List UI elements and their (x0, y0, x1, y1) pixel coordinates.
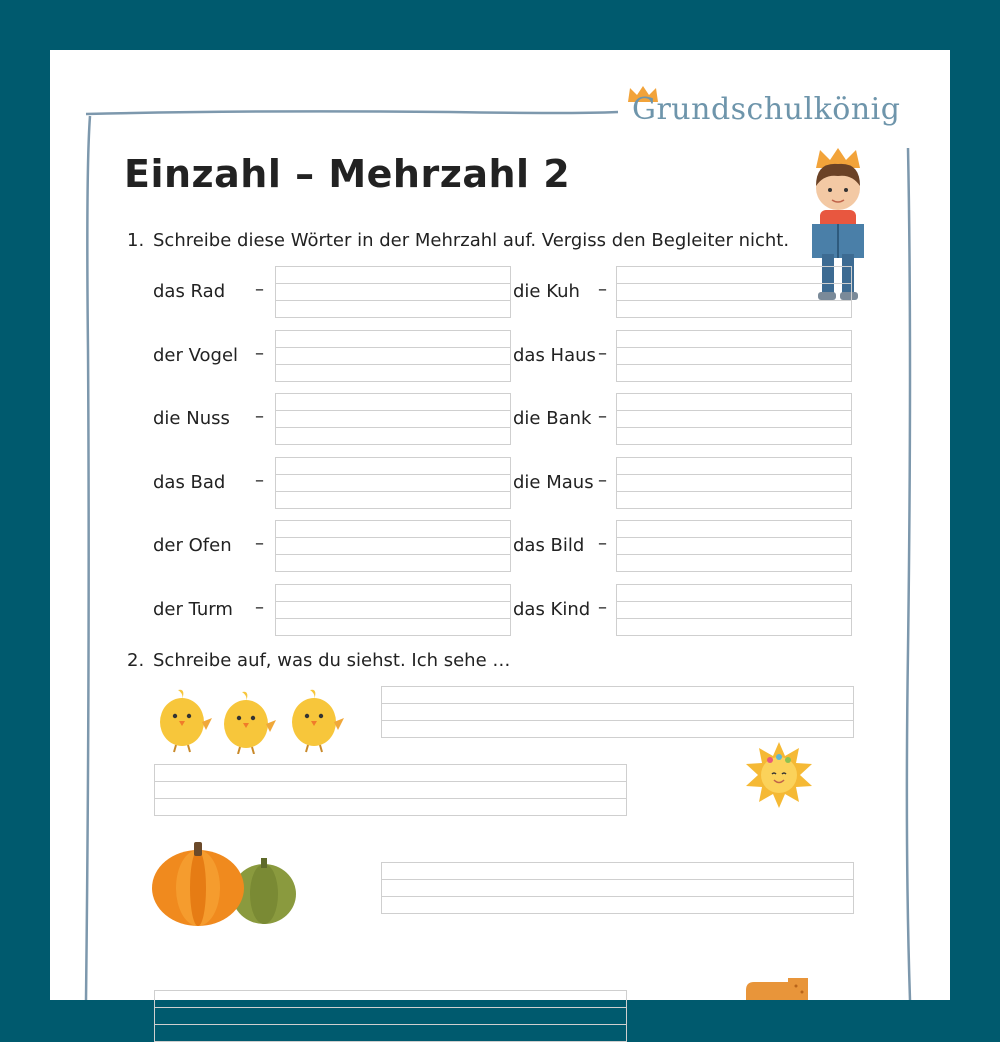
writing-lines[interactable] (616, 457, 852, 509)
dash: – (598, 406, 607, 427)
writing-lines[interactable] (381, 862, 854, 914)
dash: – (598, 279, 607, 300)
dash: – (255, 470, 264, 491)
word-left: die Nuss (153, 408, 230, 429)
dash: – (255, 343, 264, 364)
writing-lines[interactable] (275, 520, 511, 572)
writing-lines[interactable] (154, 764, 627, 816)
dash: – (598, 533, 607, 554)
writing-lines[interactable] (616, 330, 852, 382)
task-2-instruction: Schreibe auf, was du siehst. Ich sehe … (153, 650, 511, 671)
task-2-number: 2. (127, 650, 145, 671)
dash: – (255, 533, 264, 554)
orange-pumpkin-icon (152, 842, 244, 926)
writing-lines[interactable] (275, 266, 511, 318)
writing-lines[interactable] (275, 457, 511, 509)
word-right: das Kind (513, 599, 591, 620)
worksheet-page (50, 50, 950, 1000)
word-right: das Haus (513, 345, 596, 366)
page-title: Einzahl – Mehrzahl 2 (124, 152, 571, 196)
writing-lines[interactable] (381, 686, 854, 738)
writing-lines[interactable] (616, 393, 852, 445)
dash: – (255, 597, 264, 618)
pumpkins-illustration (152, 840, 302, 930)
word-left: das Rad (153, 281, 226, 302)
word-right: die Maus (513, 472, 594, 493)
writing-lines[interactable] (616, 584, 852, 636)
dash: – (598, 597, 607, 618)
word-right: die Kuh (513, 281, 580, 302)
word-left: das Bad (153, 472, 226, 493)
sun-icon (744, 740, 814, 810)
dash: – (598, 470, 607, 491)
word-right: das Bild (513, 535, 585, 556)
word-left: der Ofen (153, 535, 232, 556)
writing-lines[interactable] (275, 330, 511, 382)
word-left: der Turm (153, 599, 233, 620)
word-right: die Bank (513, 408, 592, 429)
chick-icon (224, 692, 276, 754)
dash: – (255, 406, 264, 427)
writing-lines[interactable] (275, 393, 511, 445)
chicks-illustration (154, 682, 350, 754)
bread-icon (742, 978, 814, 1000)
task-1-number: 1. (127, 230, 145, 251)
word-left: der Vogel (153, 345, 239, 366)
dash: – (255, 279, 264, 300)
task-1-instruction: Schreibe diese Wörter in der Mehrzahl auf. Vergiss den Begleiter nicht. (153, 230, 790, 251)
writing-lines[interactable] (616, 520, 852, 572)
writing-lines[interactable] (275, 584, 511, 636)
chick-icon (292, 690, 344, 752)
brand-logo-text: Grundschulkönig (632, 92, 901, 127)
writing-lines[interactable] (616, 266, 852, 318)
chick-icon (160, 690, 212, 752)
dash: – (598, 343, 607, 364)
writing-lines[interactable] (154, 990, 627, 1042)
